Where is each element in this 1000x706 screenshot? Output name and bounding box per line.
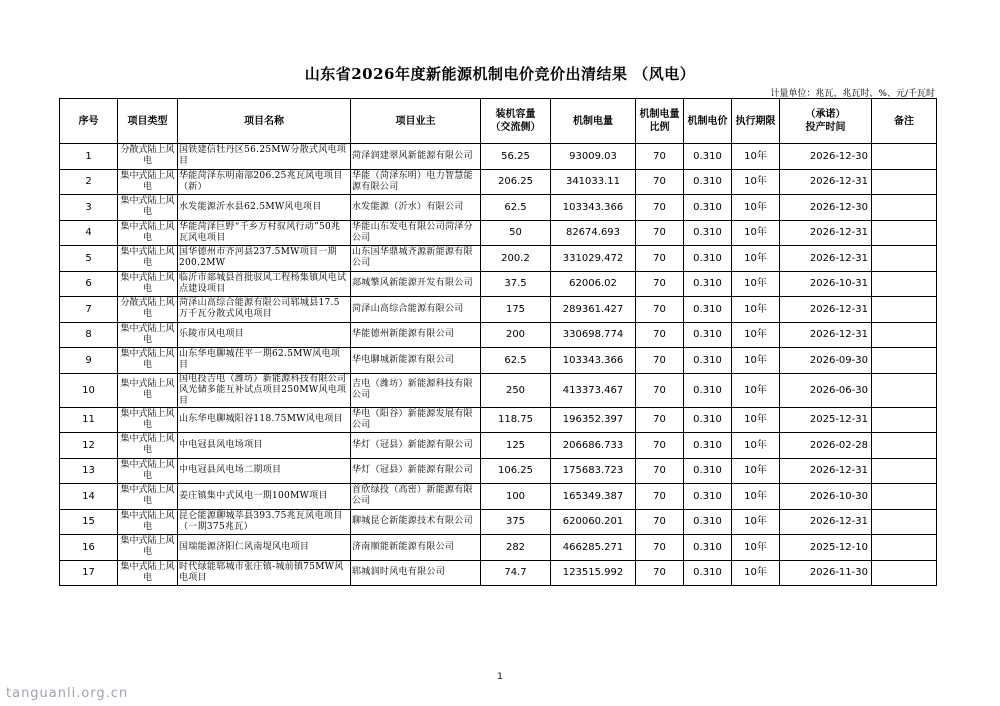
cell-name: 华能菏泽巨野“千乡万村驭风行动”50兆瓦风电项目 (178, 220, 351, 246)
cell-price: 0.310 (684, 509, 732, 535)
cell-price: 0.310 (684, 271, 732, 297)
cell-period: 10年 (732, 458, 780, 484)
cell-price: 0.310 (684, 373, 732, 407)
cell-seq: 16 (60, 535, 118, 561)
cell-capacity: 74.7 (481, 560, 551, 586)
table-row (60, 195, 937, 221)
cell-seq: 5 (60, 246, 118, 272)
cell-capacity: 62.5 (481, 348, 551, 374)
cell-type: 集中式陆上风电 (118, 169, 178, 195)
cell-owner: 菏泽山高综合能源有限公司 (351, 297, 481, 323)
cell-type: 集中式陆上风电 (118, 458, 178, 484)
cell-seq: 4 (60, 220, 118, 246)
cell-type: 分散式陆上风电 (118, 144, 178, 170)
cell-name: 菏泽山高综合能源有限公司郓城县17.5万千瓦分散式风电项目 (178, 297, 351, 323)
cell-owner: 郯城擎风新能源开发有限公司 (351, 271, 481, 297)
cell-capacity: 250 (481, 373, 551, 407)
cell-name: 国铁建信牡丹区56.25MW分散式风电项目 (178, 144, 351, 170)
cell-capacity: 118.75 (481, 407, 551, 433)
cell-owner: 聊城昆仑新能源技术有限公司 (351, 509, 481, 535)
cell-name: 乐陵市风电项目 (178, 322, 351, 348)
cell-owner: 华灯（冠县）新能源有限公司 (351, 433, 481, 459)
cell-owner: 首欣绿投（高密）新能源有限公司 (351, 484, 481, 510)
cell-ratio: 70 (636, 297, 684, 323)
cell-owner: 华灯（冠县）新能源有限公司 (351, 458, 481, 484)
cell-type: 集中式陆上风电 (118, 433, 178, 459)
cell-name: 时代绿能郓城市张庄镇-城前镇75MW风电项目 (178, 560, 351, 586)
cell-price: 0.310 (684, 220, 732, 246)
cell-seq: 1 (60, 144, 118, 170)
cell-name: 山东华电聊城茌平一期62.5MW风电项目 (178, 348, 351, 374)
table-row (60, 246, 937, 272)
cell-capacity: 37.5 (481, 271, 551, 297)
cell-period: 10年 (732, 484, 780, 510)
cell-price: 0.310 (684, 246, 732, 272)
cell-date: 2026-12-31 (780, 509, 872, 535)
cell-owner: 华能（菏泽东明）电力智慧能源有限公司 (351, 169, 481, 195)
cell-ratio: 70 (636, 433, 684, 459)
cell-energy: 341033.11 (551, 169, 636, 195)
cell-energy: 206686.733 (551, 433, 636, 459)
cell-seq: 7 (60, 297, 118, 323)
cell-remark (872, 458, 937, 484)
cell-owner: 济南顺能新能源有限公司 (351, 535, 481, 561)
cell-energy: 93009.03 (551, 144, 636, 170)
cell-price: 0.310 (684, 195, 732, 221)
table-row (60, 348, 937, 374)
cell-owner: 华电（阳谷）新能源发展有限公司 (351, 407, 481, 433)
cell-owner: 吉电（潍坊）新能源科技有限公司 (351, 373, 481, 407)
cell-date: 2026-10-30 (780, 484, 872, 510)
table-header-row (60, 99, 937, 144)
cell-name: 昆仑能源聊城莘县393.75兆瓦风电项目（一期375兆瓦） (178, 509, 351, 535)
table-row (60, 407, 937, 433)
cell-seq: 17 (60, 560, 118, 586)
cell-price: 0.310 (684, 433, 732, 459)
cell-price: 0.310 (684, 297, 732, 323)
cell-period: 10年 (732, 348, 780, 374)
cell-type: 集中式陆上风电 (118, 348, 178, 374)
cell-period: 10年 (732, 535, 780, 561)
cell-date: 2026-02-28 (780, 433, 872, 459)
cell-energy: 103343.366 (551, 348, 636, 374)
cell-period: 10年 (732, 433, 780, 459)
cell-owner: 华能山东发电有限公司菏泽分公司 (351, 220, 481, 246)
cell-remark (872, 144, 937, 170)
cell-ratio: 70 (636, 246, 684, 272)
cell-type: 集中式陆上风电 (118, 271, 178, 297)
cell-remark (872, 433, 937, 459)
cell-capacity: 200.2 (481, 246, 551, 272)
cell-capacity: 175 (481, 297, 551, 323)
header-energy: 机制电量 (551, 99, 636, 144)
cell-price: 0.310 (684, 348, 732, 374)
cell-date: 2026-12-30 (780, 195, 872, 221)
cell-energy: 330698.774 (551, 322, 636, 348)
table-row (60, 509, 937, 535)
cell-seq: 15 (60, 509, 118, 535)
cell-period: 10年 (732, 322, 780, 348)
cell-seq: 11 (60, 407, 118, 433)
table-row (60, 373, 937, 407)
cell-name: 中电冠县风电场项目 (178, 433, 351, 459)
cell-owner: 菏泽润建翠风新能源有限公司 (351, 144, 481, 170)
cell-date: 2026-12-31 (780, 246, 872, 272)
cell-price: 0.310 (684, 169, 732, 195)
cell-type: 集中式陆上风电 (118, 373, 178, 407)
page-number: 1 (497, 672, 503, 682)
table-row (60, 220, 937, 246)
cell-name: 姜庄镇集中式风电一期100MW项目 (178, 484, 351, 510)
cell-ratio: 70 (636, 560, 684, 586)
header-capacity: 装机容量 （交流侧） (481, 99, 551, 144)
cell-remark (872, 348, 937, 374)
cell-period: 10年 (732, 144, 780, 170)
cell-energy: 331029.472 (551, 246, 636, 272)
cell-date: 2026-12-31 (780, 169, 872, 195)
cell-owner: 郓城润时风电有限公司 (351, 560, 481, 586)
cell-name: 山东华电聊城阳谷118.75MW风电项目 (178, 407, 351, 433)
results-table (59, 98, 937, 586)
cell-owner: 华电聊城新能源有限公司 (351, 348, 481, 374)
table-row (60, 271, 937, 297)
cell-date: 2025-12-31 (780, 407, 872, 433)
cell-capacity: 375 (481, 509, 551, 535)
cell-type: 集中式陆上风电 (118, 484, 178, 510)
cell-energy: 175683.723 (551, 458, 636, 484)
cell-ratio: 70 (636, 484, 684, 510)
cell-date: 2026-06-30 (780, 373, 872, 407)
cell-remark (872, 195, 937, 221)
cell-seq: 8 (60, 322, 118, 348)
cell-remark (872, 322, 937, 348)
cell-period: 10年 (732, 271, 780, 297)
cell-date: 2026-12-31 (780, 297, 872, 323)
cell-energy: 196352.397 (551, 407, 636, 433)
cell-energy: 466285.271 (551, 535, 636, 561)
cell-remark (872, 246, 937, 272)
cell-ratio: 70 (636, 195, 684, 221)
cell-type: 集中式陆上风电 (118, 535, 178, 561)
cell-type: 集中式陆上风电 (118, 407, 178, 433)
cell-type: 集中式陆上风电 (118, 322, 178, 348)
cell-ratio: 70 (636, 169, 684, 195)
cell-remark (872, 509, 937, 535)
header-name: 项目名称 (178, 99, 351, 144)
header-period: 执行期限 (732, 99, 780, 144)
cell-date: 2025-12-10 (780, 535, 872, 561)
watermark: tanguanli.org.cn (6, 686, 129, 701)
cell-type: 集中式陆上风电 (118, 220, 178, 246)
cell-seq: 9 (60, 348, 118, 374)
header-owner: 项目业主 (351, 99, 481, 144)
cell-name: 水发能源沂水县62.5MW风电项目 (178, 195, 351, 221)
table-row (60, 458, 937, 484)
header-price: 机制电价 (684, 99, 732, 144)
cell-energy: 289361.427 (551, 297, 636, 323)
cell-period: 10年 (732, 407, 780, 433)
cell-seq: 14 (60, 484, 118, 510)
cell-energy: 165349.387 (551, 484, 636, 510)
cell-remark (872, 169, 937, 195)
cell-type: 集中式陆上风电 (118, 509, 178, 535)
cell-name: 临沂市郯城县首批驭风工程杨集镇风电试点建设项目 (178, 271, 351, 297)
cell-price: 0.310 (684, 535, 732, 561)
cell-capacity: 200 (481, 322, 551, 348)
cell-period: 10年 (732, 169, 780, 195)
cell-remark (872, 297, 937, 323)
cell-date: 2026-12-30 (780, 144, 872, 170)
header-date: （承诺） 投产时间 (780, 99, 872, 144)
cell-energy: 413373.467 (551, 373, 636, 407)
cell-ratio: 70 (636, 373, 684, 407)
header-type: 项目类型 (118, 99, 178, 144)
cell-period: 10年 (732, 195, 780, 221)
cell-date: 2026-10-31 (780, 271, 872, 297)
cell-seq: 2 (60, 169, 118, 195)
cell-date: 2026-12-31 (780, 458, 872, 484)
table-row (60, 322, 937, 348)
cell-seq: 13 (60, 458, 118, 484)
table-row (60, 433, 937, 459)
cell-energy: 62006.02 (551, 271, 636, 297)
cell-type: 集中式陆上风电 (118, 246, 178, 272)
cell-price: 0.310 (684, 322, 732, 348)
cell-capacity: 50 (481, 220, 551, 246)
cell-date: 2026-12-31 (780, 220, 872, 246)
document-title: 山东省2026年度新能源机制电价竞价出清结果 （风电） (304, 65, 696, 83)
cell-capacity: 125 (481, 433, 551, 459)
unit-note: 计量单位：兆瓦、兆瓦时、%、元/千瓦时 (770, 89, 935, 99)
header-remark: 备注 (872, 99, 937, 144)
cell-date: 2026-09-30 (780, 348, 872, 374)
table-row (60, 144, 937, 170)
cell-period: 10年 (732, 220, 780, 246)
header-ratio: 机制电量 比例 (636, 99, 684, 144)
cell-ratio: 70 (636, 458, 684, 484)
cell-capacity: 62.5 (481, 195, 551, 221)
cell-ratio: 70 (636, 220, 684, 246)
cell-period: 10年 (732, 373, 780, 407)
cell-seq: 3 (60, 195, 118, 221)
cell-ratio: 70 (636, 407, 684, 433)
cell-name: 中电冠县风电场二期项目 (178, 458, 351, 484)
cell-price: 0.310 (684, 407, 732, 433)
cell-capacity: 282 (481, 535, 551, 561)
cell-period: 10年 (732, 246, 780, 272)
cell-remark (872, 220, 937, 246)
cell-type: 集中式陆上风电 (118, 560, 178, 586)
table-row (60, 560, 937, 586)
cell-seq: 6 (60, 271, 118, 297)
cell-period: 10年 (732, 560, 780, 586)
table-row (60, 535, 937, 561)
cell-period: 10年 (732, 297, 780, 323)
cell-ratio: 70 (636, 322, 684, 348)
cell-owner: 华能德州新能源有限公司 (351, 322, 481, 348)
cell-owner: 山东国华鼎城齐源新能源有限公司 (351, 246, 481, 272)
cell-owner: 水发能源（沂水）有限公司 (351, 195, 481, 221)
cell-seq: 12 (60, 433, 118, 459)
cell-type: 集中式陆上风电 (118, 195, 178, 221)
cell-ratio: 70 (636, 348, 684, 374)
cell-remark (872, 407, 937, 433)
cell-energy: 620060.201 (551, 509, 636, 535)
cell-ratio: 70 (636, 271, 684, 297)
cell-period: 10年 (732, 509, 780, 535)
cell-remark (872, 535, 937, 561)
table-row (60, 169, 937, 195)
table-row (60, 484, 937, 510)
cell-remark (872, 271, 937, 297)
cell-capacity: 206.25 (481, 169, 551, 195)
cell-name: 国华德州市齐河县237.5MW项目一期200.2MW (178, 246, 351, 272)
cell-price: 0.310 (684, 560, 732, 586)
table-row (60, 297, 937, 323)
cell-energy: 103343.366 (551, 195, 636, 221)
cell-remark (872, 560, 937, 586)
cell-price: 0.310 (684, 458, 732, 484)
cell-ratio: 70 (636, 535, 684, 561)
cell-price: 0.310 (684, 484, 732, 510)
cell-name: 国电投吉电（潍坊）新能源科技有限公司风光储多能互补试点项目250MW风电项目 (178, 373, 351, 407)
cell-price: 0.310 (684, 144, 732, 170)
cell-remark (872, 373, 937, 407)
cell-seq: 10 (60, 373, 118, 407)
cell-name: 国瑞能源济阳仁风南堤风电项目 (178, 535, 351, 561)
cell-ratio: 70 (636, 144, 684, 170)
header-seq: 序号 (60, 99, 118, 144)
cell-capacity: 106.25 (481, 458, 551, 484)
cell-energy: 123515.992 (551, 560, 636, 586)
cell-date: 2026-12-31 (780, 322, 872, 348)
cell-date: 2026-11-30 (780, 560, 872, 586)
cell-energy: 82674.693 (551, 220, 636, 246)
cell-name: 华能菏泽东明南部206.25兆瓦风电项目（新） (178, 169, 351, 195)
cell-capacity: 56.25 (481, 144, 551, 170)
cell-capacity: 100 (481, 484, 551, 510)
cell-remark (872, 484, 937, 510)
cell-type: 分散式陆上风电 (118, 297, 178, 323)
cell-ratio: 70 (636, 509, 684, 535)
